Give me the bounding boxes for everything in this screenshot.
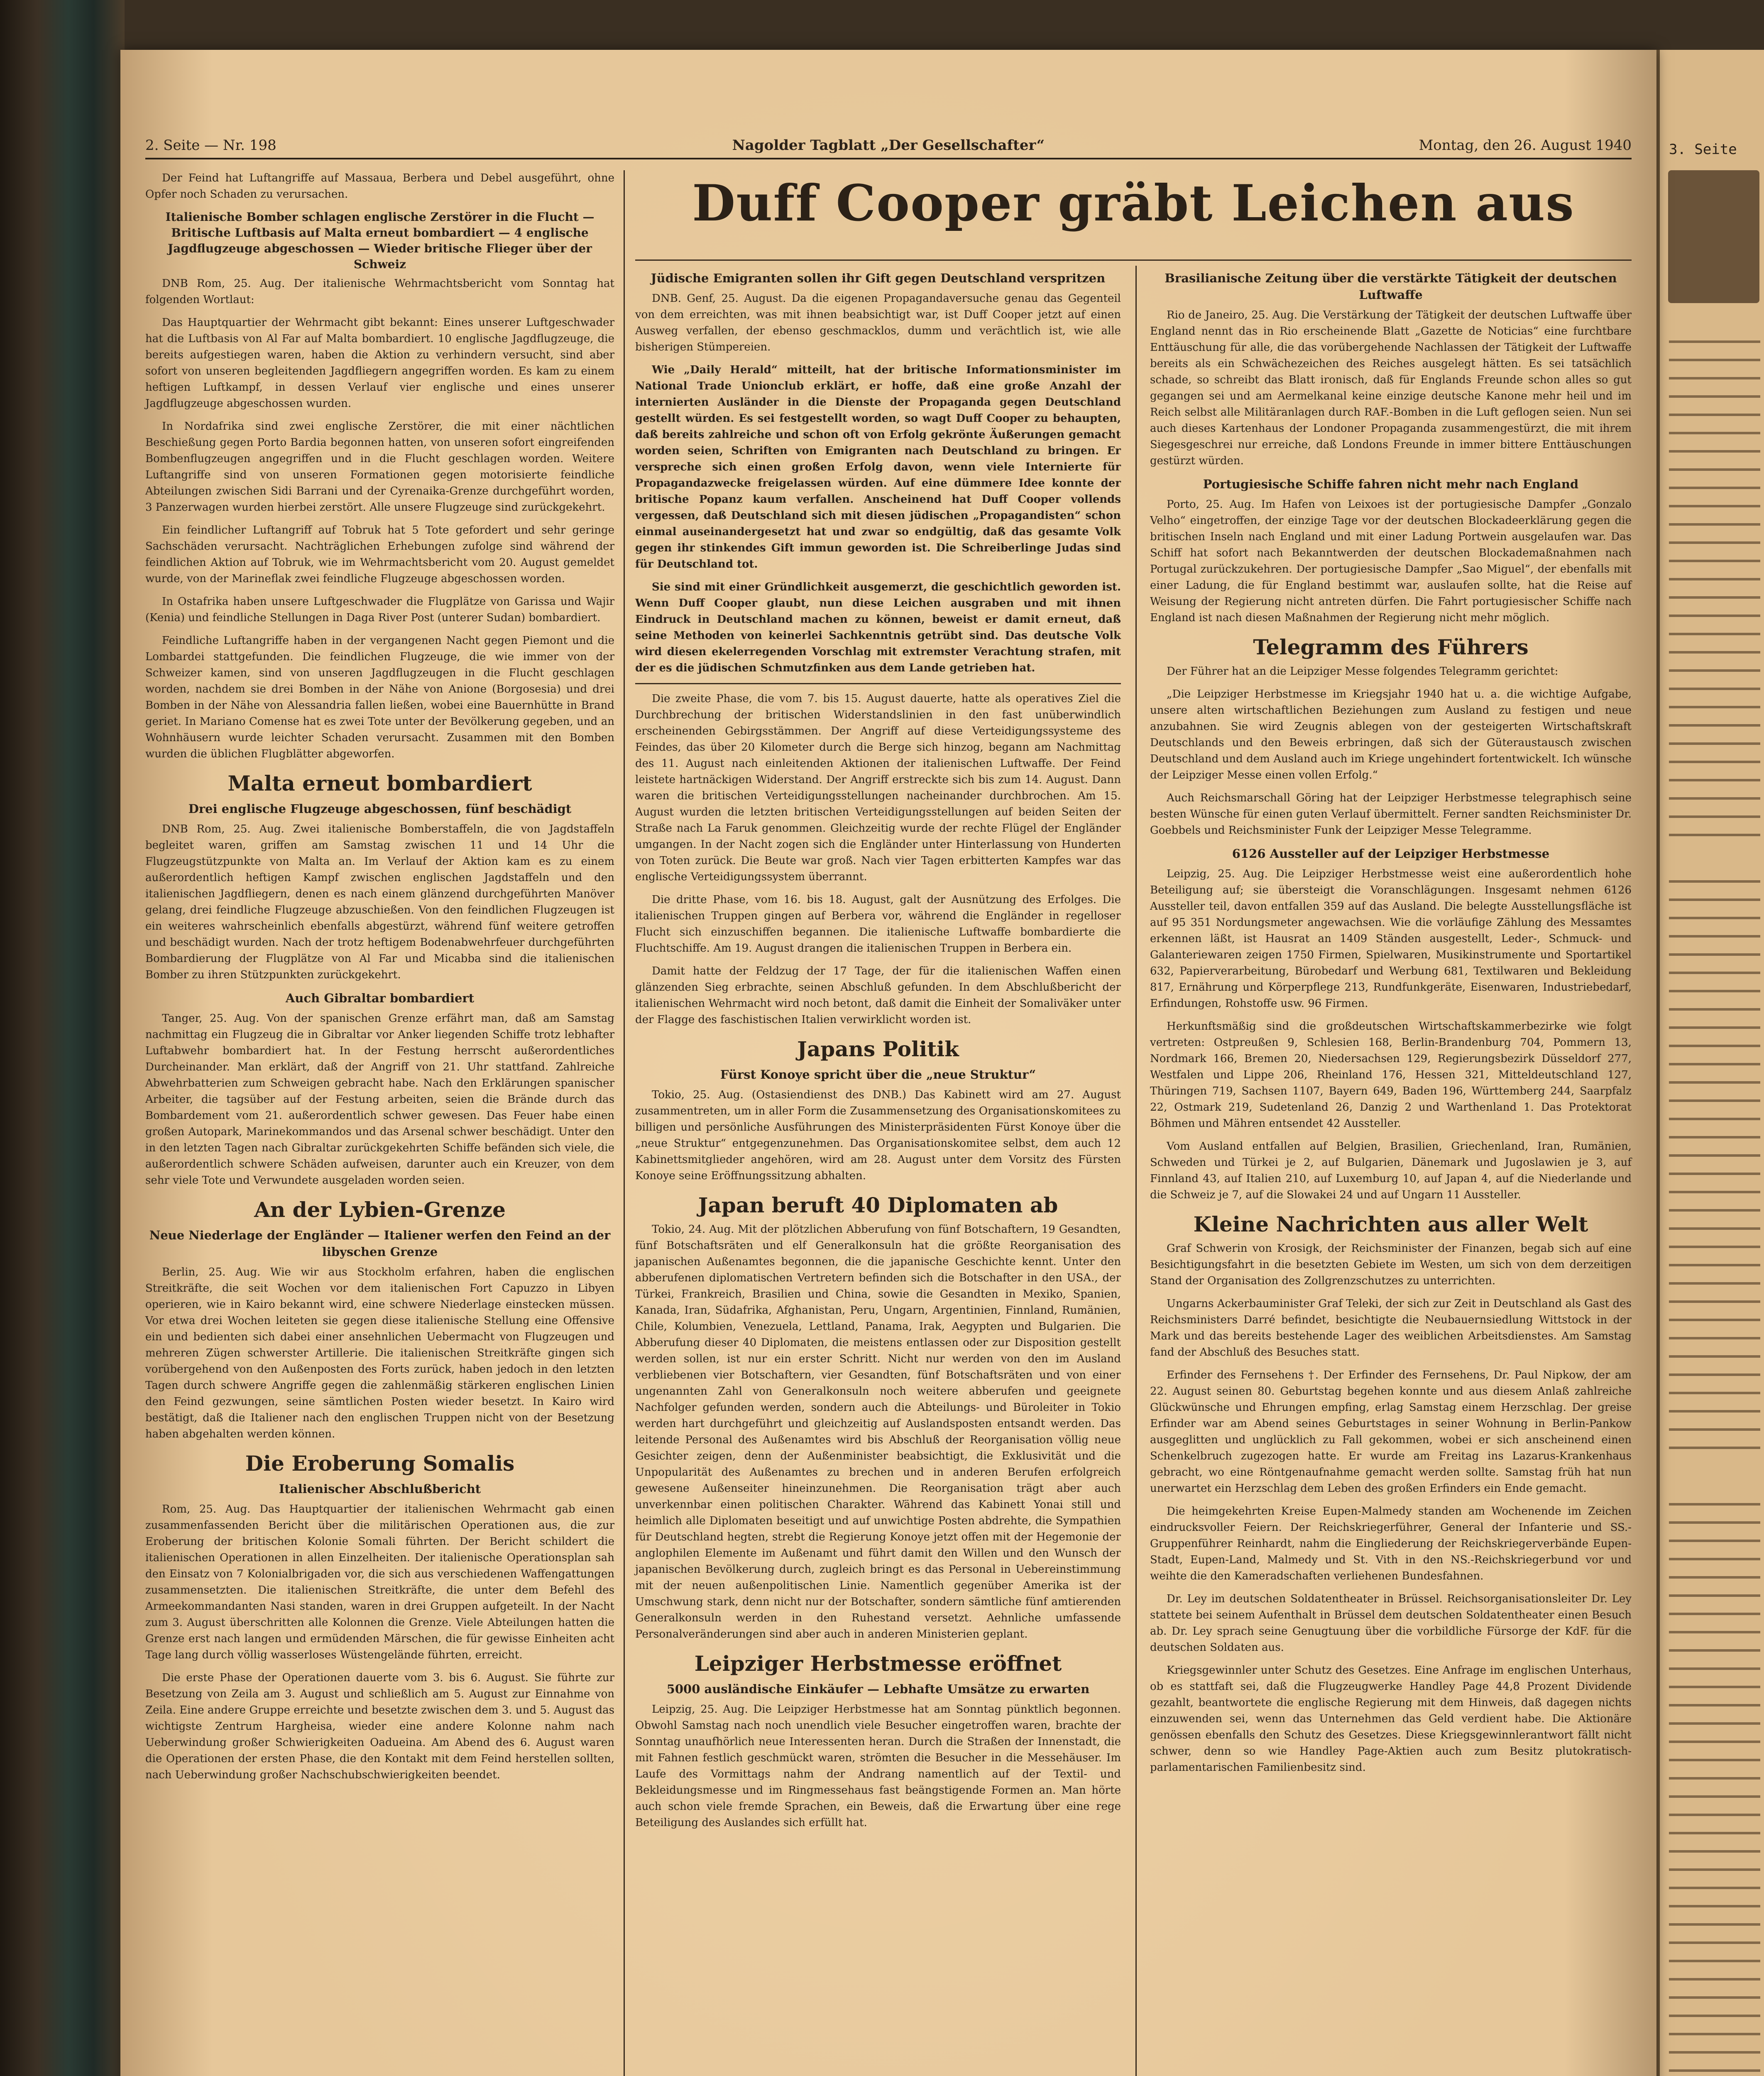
article-text: DNB Rom, 25. Aug. Zwei italienische Bomberstaffeln, die von Jagdstaffeln begleitet waren, griffen am Samstag zwischen 11 und 14 Uhr die Flugzeugstützpunkte von Malta an. Im Verlauf der Aktion kam es zu einem außerordentlich heftigen Kampf zwischen englischen Jagdstaffeln und den italienischen Jagdfliegern, denen es nach einem glänzend durchgeführten Manöver gelang, drei feindliche Flugzeuge abzuschießen. Von den feindlichen Flugzeugen ist ein weiteres wahrscheinlich ebenfalls abgestürzt, während fünf weitere getroffen und beschädigt wurden. Nach der trotz heftigem Bodenabwehrfeuer durchgeführten Bombardierung der Flugplätze von Al Far und Micabba sind die italienischen Bomber zu ihren Stützpunkten zurückgekehrt. xyxy=(145,823,614,981)
article-subheadline: Auch Gibraltar bombardiert xyxy=(285,991,475,1005)
adjacent-page-edge xyxy=(1656,50,1764,2076)
article-headline: Japans Politik xyxy=(797,1037,959,1061)
article-text: In Nordafrika sind zwei englische Zerstörer, die mit einer nächtlichen Beschießung gegen Porto Bardia begonnen hatten, von unseren sofort eingreifenden Bombenflugzeugen angegriffen und in die Flucht geschlagen worden. Weitere Luftangriffe sind von unseren Formationen gegen motorisierte feindliche Abteilungen zwischen Sidi Barrani und der Cyrenaika-Grenze durchgeführt worden, 3 Panzerwagen wurden hierbei zerstört. Alle unsere Flugzeuge sind zurückgekehrt. xyxy=(145,420,614,514)
article-text: Berlin, 25. Aug. Wie wir aus Stockholm erfahren, haben die englischen Streitkräfte, die seit Wochen vor dem italienischen Fort Capuzzo in Libyen operieren, wie in Kairo bekannt wird, eine schwere Niederlage einstecken müssen. Vor etwa drei Wochen leiteten sie gegen diese italienische Stellung eine Offensive ein und bedienten sich dabei einer ansehnlichen Uebermacht von Flugzeugen und mehreren Zügen schwerster Artillerie. Die italienischen Streitkräfte gingen sich vorübergehend von den Außenposten des Forts zurück, haben jedoch in den letzten Tagen durch schwere Angriffe gegen die zahlenmäßig stärkeren englischen Linien den Feind gezwungen, seine sämtlichen Posten wieder besetzt. In Kairo wird bestätigt, daß die Italiener nach den englischen Truppen nicht von der Besetzung haben abgehalten werden können. xyxy=(145,1266,614,1440)
article-headline: Telegramm des Führers xyxy=(1253,635,1529,659)
article-rule xyxy=(635,683,1121,684)
article-subheadline: Brasilianische Zeitung über die verstärkte Tätigkeit der deutschen Luftwaffe xyxy=(1165,271,1617,302)
article-headline: An der Lybien-Grenze xyxy=(254,1197,506,1222)
article-subheadline: Drei englische Flugzeuge abgeschossen, fünf beschädigt xyxy=(188,802,572,816)
article-text: Rio de Janeiro, 25. Aug. Die Verstärkung der Tätigkeit der deutschen Luftwaffe über England nennt das in Rio erscheinende Blatt „Gazette de Noticias“ eine furchtbare Enttäuschung für alle, die das vorübergehende Nachlassen der Tätigkeit der Luftwaffe bereits als ein Schwächezeichen des Reiches ausgelegt hätten. Es sei tatsächlich schade, so schreibt das Blatt ironisch, daß für Englands Freunde schon alles so gut gegangen sei und am Aermelkanal keine einzige deutsche Kanone mehr heil und im Reich selbst alle Militäranlagen durch RAF.-Bomben in die Luft geflogen seien. Nun sei auch dieses Kartenhaus der Londoner Propaganda zusammengestürzt, die mit ihrem Siegesgeschrei nur erreiche, daß Londons Freunde in immer bittere Enttäuschungen gestürzt würden. xyxy=(1150,309,1632,467)
article-text: DNB. Genf, 25. August. Da die eigenen Propagandaversuche genau das Gegenteil von dem erreichten, was mit ihnen beabsichtigt war, ist Duff Cooper jetzt auf einen Ausweg verfallen, der ebenso geschmacklos, dumm und verächtlich ist, wie alle bisherigen Stümpereien. xyxy=(635,292,1121,353)
adjacent-page-image xyxy=(1668,170,1759,303)
adjacent-page-text xyxy=(1669,880,1760,1462)
article-subheadline: 6126 Aussteller auf der Leipziger Herbstmesse xyxy=(1232,847,1550,861)
adjacent-page-text xyxy=(1669,1503,1760,2076)
article-headline: Japan beruft 40 Diplomaten ab xyxy=(698,1193,1058,1217)
right-column xyxy=(1150,266,1632,1782)
article-text: Kriegsgewinnler unter Schutz des Gesetzes. Eine Anfrage im englischen Unterhaus, ob es stattfaft sei, daß die Flugzeugwerke Handley Page 44,8 Prozent Dividende gezahlt, beantwortete die englische Regierung mit dem Hinweis, daß dagegen nichts einzuwenden sei, wenn das Unternehmen das Geld verdient habe. Die Aktionäre genössen ebenfalls den Schutz des Gesetzes. Diese Kriegsgewinnlerantwort fällt nicht schwer, denn so wie Handley Page-Aktien auch zum Besitz plutokratisch-parlamentarischen Familienbesitz sind. xyxy=(1150,1664,1632,1774)
article-headline: Leipziger Herbstmesse eröffnet xyxy=(694,1651,1062,1676)
page-header xyxy=(145,133,1632,159)
adjacent-page-header: 3. Seite xyxy=(1669,141,1737,158)
article-subheadline: Jüdische Emigranten sollen ihr Gift gegen Deutschland verspritzen xyxy=(651,271,1106,285)
middle-column xyxy=(635,266,1121,1838)
article-text: Herkunftsmäßig sind die großdeutschen Wirtschaftskammerbezirke wie folgt vertreten: Ostpreußen 9, Schlesien 168, Berlin-Brandenburg 704, Pommern 13, Nordmark 166, Bremen 20, Niedersachsen 129, Regierungsbezirk Düsseldorf 277, Westfalen und Lippe 206, Rheinland 176, Hessen 321, Mitteldeutschland 127, Thüringen 719, Sachsen 1107, Bayern 649, Baden 196, Württemberg 244, Saarpfalz 22, Ostmark 219, Sudetenland 26, Danzig 2 und Warthenland 1. Das Protektorat Böhmen und Mähren entsendet 42 Aussteller. xyxy=(1150,1020,1632,1130)
article-text: Ein feindlicher Luftangriff auf Tobruk hat 5 Tote gefordert und sehr geringe Sachschäden verursacht. Nachträglichen Erhebungen zufolge sind während der feindlichen Aktion auf Tobruk, wie im Wehrmachtsbericht vom 20. August gemeldet wurde, von der Marineflak zwei feindliche Flugzeuge abgeschossen worden. xyxy=(145,524,614,585)
article-text: Porto, 25. Aug. Im Hafen von Leixoes ist der portugiesische Dampfer „Gonzalo Velho“ eingetroffen, der einzige Tage vor der deutschen Blockadeerklärung gegen die britischen Inseln nach England und mit einer Ladung Portwein ausgelaufen war. Das Schiff hat sofort nach Bekanntwerden der deutschen Blockademaßnahmen nach Portugal zurückzukehren. Der portugiesische Dampfer „Sao Miguel“, der ebenfalls mit einer Ladung, die für England bestimmt war, auslaufen sollte, hat die Reise auf Weisung der Regierung nicht antreten dürfen. Die Fahrt portugiesischer Schiffe nach England ist nach diesen Maßnahmen der Regierung nicht mehr möglich. xyxy=(1150,498,1632,624)
article-text: Rom, 25. Aug. Das Hauptquartier der italienischen Wehrmacht gab einen zusammenfassenden Bericht über die militärischen Operationen aus, die zur Eroberung der britischen Kolonie Somali führten. Der Bericht schildert die italienischen Operationen in allen Einzelheiten. Der italienische Operationsplan sah den Einsatz von 7 Kolonialbrigaden vor, die sich aus verschiedenen Waffengattungen zusammensetzten. Die italienischen Streitkräfte, die unter dem Befehl des Armeekommandanten Nasi standen, waren in drei Gruppen aufgeteilt. In der Nacht zum 3. August überschritten alle Kolonnen die Grenze. Viele Abteilungen hatten die Grenze erst nach langen und ermüdenden Märschen, die für gewisse Einheiten acht Tage lang durch völlig wasserloses Wüstengelände führten, erreicht. xyxy=(145,1503,614,1661)
article-text: Feindliche Luftangriffe haben in der vergangenen Nacht gegen Piemont und die Lombardei stattgefunden. Die feindlichen Flugzeuge, die wie immer von der Schweizer kamen, sind von unseren Jagdflugzeugen in die Flucht geschlagen worden, nachdem sie drei Bomben in der Nähe von Anione (Borgosesia) und drei Bomben in der Nähe von Alessandria fallen ließen, wobei eine Bauernhütte in Brand geriet. In Mariano Comense hat es zwei Tote unter der Bevölkerung gegeben, und an Wohnhäusern wurde leichter Schaden verursacht. Zusammen mit den Bomben wurden die üblichen Flugblätter abgeworfen. xyxy=(145,634,614,760)
article-subheadline: Neue Niederlage der Engländer — Italiener werfen den Feind an der libyschen Grenze xyxy=(149,1228,611,1259)
article-text: Leipzig, 25. Aug. Die Leipziger Herbstmesse weist eine außerordentlich hohe Beteiligung auf; sie übersteigt die Voranschlägungen. Insgesamt nehmen 6126 Aussteller teil, davon entfallen 359 auf das Ausland. Die belegte Ausstellungsfläche ist auf 95 351 Nordungsmeter angewachsen. Wie die vorläufige Zählung des Messamtes erkennen läßt, ist Hausrat an 1409 Ständen ausgestellt, Leder-, Schmuck- und Galanteriewaren zeigen 1750 Firmen, Spielwaren, Musikinstrumente und Sportartikel 632, Papierverarbeitung, Bürobedarf und Werbung 681, Textilwaren und Bekleidung 817, Ernährung und Körperpflege 213, Rundfunkgeräte, Eisenwaren, Industriebedarf, Erfindungen, Rohstoffe usw. 96 Firmen. xyxy=(1150,868,1632,1010)
article-text: Die zweite Phase, die vom 7. bis 15. August dauerte, hatte als operatives Ziel die Durchbrechung der britischen Widerstandslinien in den fast unüberwindlich erscheinenden Gebirgsstämmen. Der Angriff auf diese Verteidigungssysteme des Feindes, das über 20 Kilometer durch die Berge sich hinzog, begann am Nachmittag des 11. August nach einleitenden Aktionen der italienischen Luftwaffe. Der Feind leistete hartnäckigen Widerstand. Der Angriff erstreckte sich bis zum 14. August. Dann waren die britischen Verteidigungsstellungen nacheinander durchbrochen. Am 15. August wurden die letzten britischen Verteidigungsstellungen auf beiden Seiten der Straße nach La Faruk genommen. Gleichzeitig wurde der rechte Flügel der Engländer umgangen. In der Nacht zogen sich die Engländer unter Hinterlassung von Hunderten von Toten zurück. Die Beute war groß. Nach vier Tagen erbitterten Kampfes war das englische Verteidigungssystem überrannt. xyxy=(635,693,1121,883)
article-headline: Kleine Nachrichten aus aller Welt xyxy=(1193,1212,1588,1236)
article-text: Graf Schwerin von Krosigk, der Reichsminister der Finanzen, begab sich auf eine Besichtigungsfahrt in die besetzten Gebiete im Westen, um sich von dem derzeitigen Stand der Organisation des Zollgrenzschutzes zu unterrichten. xyxy=(1150,1242,1632,1287)
issue-date: Montag, den 26. August 1940 xyxy=(1419,137,1632,154)
article-subheadline: Portugiesische Schiffe fahren nicht mehr nach England xyxy=(1203,477,1579,491)
article-text: Die erste Phase der Operationen dauerte vom 3. bis 6. August. Sie führte zur Besetzung von Zeila am 3. August und schließlich am 5. August zur Einnahme von Zeila. Eine andere Gruppe erreichte und besetzte zwischen dem 3. und 5. August das wichtigste Zentrum Hargheisa, wieder eine andere Kolonne nahm nach Ueberwindung großer Schwierigkeiten Oadueina. Am Abend des 6. August waren die Operationen der ersten Phase, die den Kontakt mit dem Feind herstellen sollten, nach Ueberwindung großer Nachschubschwierigkeiten beendet. xyxy=(145,1672,614,1781)
page-number: 2. Seite — Nr. 198 xyxy=(145,137,276,154)
article-text: Das Hauptquartier der Wehrmacht gibt bekannt: Eines unserer Luftgeschwader hat die Luftbasis von Al Far auf Malta bombardiert. 10 englische Jagdflugzeuge, die bereits aufgestiegen waren, haben die Aktion zu verhindern versucht, sind aber sofort von unseren begleitenden Jagdfliegern angegriffen worden. Es kam zu einem heftigen Luftkampf, in dessen Verlauf vier englische und eines unserer Jagdflugzeuge abgeschossen wurden. xyxy=(145,316,614,410)
article-headline: Italienische Bomber schlagen englische Zerstörer in die Flucht — Britische Luftbasis auf Malta erneut bombardiert — 4 englische Jagdflugzeuge abgeschossen — Wieder britische Flieger über der Schweiz xyxy=(165,210,595,271)
newspaper-page xyxy=(120,50,1656,2076)
article-text: Der Feind hat Luftangriffe auf Massaua, Berbera und Debel ausgeführt, ohne Opfer noch Schaden zu verursachen. xyxy=(145,172,614,201)
article-subheadline: Fürst Konoye spricht über die „neue Struktur“ xyxy=(720,1067,1036,1082)
article-text: „Die Leipziger Herbstmesse im Kriegsjahr 1940 hat u. a. die wichtige Aufgabe, unsere alten wirtschaftlichen Beziehungen zum Ausland zu festigen und neue anzubahnen. Sie wird Zeugnis ablegen von der gesteigerten Wirtschaftskraft Deutschlands und den Beweis erbringen, daß sich der Güteraustausch zwischen Deutschland und dem Ausland auch im Kriege ungehindert fortentwickelt. Ich wünsche der Leipziger Messe einen vollen Erfolg.“ xyxy=(1150,688,1632,781)
article-text: Tanger, 25. Aug. Von der spanischen Grenze erfährt man, daß am Samstag nachmittag ein Flugzeug die in Gibraltar vor Anker liegenden Schiffe trotz lebhafter Luftabwehr bombardiert hat. In der Festung herrscht außerordentliches Durcheinander. Man erklärt, daß der Angriff von 21. Uhr stattfand. Zahlreiche Abwehrbatterien zum Schweigen gebracht habe. Nach den Erklärungen spanischer Arbeiter, die tagsüber auf der Festung arbeiten, seien die Brände durch das Bombardement vom 21. außerordentlich schwer gewesen. Das Feuer habe einen großen Autopark, Marinekommandos und das Arsenal schwer beschädigt. Unter den in den letzten Tagen nach Gibraltar zurückgekehrten Schiffe befänden sich viele, die außerordentlich schwere Schäden aufweisen, darunter auch ein Kreuzer, von dem sehr viele Tote und Verwundete ausgeladen worden seien. xyxy=(145,1012,614,1187)
headline-rule xyxy=(635,260,1632,261)
newspaper-title: Nagolder Tagblatt „Der Gesellschafter“ xyxy=(732,137,1045,154)
main-headline: Duff Cooper gräbt Leichen aus xyxy=(692,174,1575,233)
article-text: Sie sind mit einer Gründlichkeit ausgemerzt, die geschichtlich geworden ist. Wenn Duff Cooper glaubt, nun diese Leichen ausgraben und mit ihnen Eindruck in Deutschland machen zu können, beweist er damit erneut, daß seine Methoden von keinerlei Sachkenntnis getrübt sind. Das deutsche Volk wird diesen ekelerregenden Vorschlag mit extremster Verachtung strafen, mit der es die jüdischen Schmutzfinken aus dem Lande getrieben hat. xyxy=(635,581,1121,674)
article-text: In Ostafrika haben unsere Luftgeschwader die Flugplätze von Garissa und Wajir (Kenia) und feindliche Stellungen in Daga River Post (unterer Sudan) bombardiert. xyxy=(145,595,614,624)
article-text: DNB Rom, 25. Aug. Der italienische Wehrmachtsbericht vom Sonntag hat folgenden Wortlaut: xyxy=(145,277,614,306)
column-rule xyxy=(624,170,625,2076)
adjacent-page-text xyxy=(1669,340,1760,839)
main-headline-block xyxy=(635,174,1632,257)
article-headline: Malta erneut bombardiert xyxy=(228,771,532,796)
article-text: Dr. Ley im deutschen Soldatentheater in Brüssel. Reichsorganisationsleiter Dr. Ley stattete bei seinem Aufenthalt in Brüssel dem deutschen Soldatentheater einen Besuch ab. Dr. Ley sprach seine Genugtuung über die vorbildliche Fürsorge der KdF. für die deutschen Soldaten aus. xyxy=(1150,1593,1632,1654)
article-subheadline: 5000 ausländische Einkäufer — Lebhafte Umsätze zu erwarten xyxy=(666,1682,1090,1696)
article-text: Der Führer hat an die Leipziger Messe folgendes Telegramm gerichtet: xyxy=(1167,665,1558,678)
article-text: Die dritte Phase, vom 16. bis 18. August, galt der Ausnützung des Erfolges. Die italienischen Truppen gingen auf Berbera vor, während die Engländer in regelloser Flucht sich einzuschiffen begannen. Die italienische Luftwaffe bombardierte die Fluchtschiffe. Am 19. August drangen die italienischen Truppen in Berbera ein. xyxy=(635,894,1121,955)
article-text: Leipzig, 25. Aug. Die Leipziger Herbstmesse hat am Sonntag pünktlich begonnen. Obwohl Samstag nach noch unendlich viele Besucher eingetroffen waren, brachte der Sonntag unaufhörlich neue Interessenten heran. Durch die Straßen der Innenstadt, die mit Fahnen festlich geschmückt waren, strömten die Besucher in die Messehäuser. Im Laufe des Vormittags nahm der Andrang namentlich auf der Textil- und Bekleidungsmesse und im Ringmessehaus fast beängstigende Formen an. Man hörte auch schon viele fremde Sprachen, ein Beweis, daß die Erwartung über eine rege Beteiligung des Auslandes sich erfüllt hat. xyxy=(635,1703,1121,1829)
article-text: Tokio, 24. Aug. Mit der plötzlichen Abberufung von fünf Botschaftern, 19 Gesandten, fünf Botschaftsräten und elf Generalkonsuln hat die größte Reorganisation des japanischen Außenamtes begonnen, die die japanische Geschichte kennt. Unter den abberufenen diplomatischen Vertretern befinden sich die Botschafter in den USA., der Türkei, Frankreich, Brasilien und China, sowie die Gesandten in Mexiko, Spanien, Kanada, Iran, Südafrika, Afghanistan, Peru, Ungarn, Argentinien, Finnland, Rumänien, Chile, Kolumbien, Venezuela, Lettland, Panama, Irak, Aegypten und Bulgarien. Die Abberufung dieser 40 Diplomaten, die meistens entlassen oder zur Disposition gestellt werden sollen, ist nur ein erster Schritt. Nicht nur werden von den im Ausland verbliebenen vier Botschaftern, vier Gesandten, fünf Botschaftsräten und von einer ungenannten Zahl von Generalkonsuln noch weitere abberufen und geeignete Nachfolger gefunden werden, sondern auch die Abteilungs- und Büroleiter in Tokio werden hart durchgeführt und gleichzeitig auf Auslandsposten entsandt werden. Das leitende Personal des Außenamtes wird bis Abschluß der Reorganisation völlig neue Gesichter zeigen, denn der Außenminister beabsichtigt, die Exklusivität und die Unpopularität des Außenamtes zu brechen und in anderen Berufen erfolgreich gewesene Außenseiter hineinzunehmen. Die Reorganisation trägt aber auch unverkennbar einen politischen Charakter. Während das Kabinett Yonai still und heimlich alle Diplomaten beseitigt und auf unwichtige Posten abdrehte, die Sympathien für Deutschland hegten, strebt die Regierung Konoye jetzt offen mit der Hegemonie der anglophilen Elemente im Außenamt und führt damit den Willen und den Wunsch der japanischen Bevölkerung durch, zugleich bringt es das Personal in Uebereinstimmung mit der neuen außenpolitischen Linie. Namentlich gegenüber Amerika ist der Umschwung stark, denn nicht nur der Botschafter, sondern sämtliche fünf amtierenden Generalkonsuln werden in den Ruhestand versetzt. Aehnliche umfassende Personalveränderungen sind aber auch in anderen Ministerien geplant. xyxy=(635,1223,1121,1640)
article-text: Vom Ausland entfallen auf Belgien, Brasilien, Griechenland, Iran, Rumänien, Schweden und Türkei je 2, auf Bulgarien, Dänemark und Jugoslawien je 3, auf Finnland 43, auf Italien 210, auf Luxemburg 10, auf Japan 4, auf die Niederlande und die Schweiz je 7, auf die Slowakei 24 und auf Ungarn 11 Aussteller. xyxy=(1150,1140,1632,1201)
book-binding xyxy=(0,0,125,2076)
column-rule xyxy=(1135,266,1137,2076)
article-text: Damit hatte der Feldzug der 17 Tage, der für die italienischen Waffen einen glänzenden Sieg erbrachte, seinen Abschluß gefunden. In dem Abschlußbericht der italienischen Wehrmacht wird noch betont, daß damit die Einheit der Somaliväker unter der Flagge des faschistischen Italien verwirklicht worden ist. xyxy=(635,965,1121,1026)
article-text: Erfinder des Fernsehens †. Der Erfinder des Fernsehens, Dr. Paul Nipkow, der am 22. August seinen 80. Geburtstag begehen konnte und aus diesem Anlaß zahlreiche Glückwünsche und Ehrungen empfing, erlag Samstag einem Herzschlag. Der greise Erfinder war am Abend seines Geburtstages in seiner Wohnung in Berlin-Pankow ausgeglitten und unglücklich zu Fall gekommen, wobei er sich anscheinend einen Schenkelbruch zugezogen hatte. Er wurde am Freitag ins Lazarus-Krankenhaus gebracht, wo eine Röntgenaufnahme gemacht werden sollte. Samstag früh hat nun unerwartet ein Herzschlag dem Leben des großen Erfinders ein Ende gemacht. xyxy=(1150,1369,1632,1495)
article-subheadline: Italienischer Abschlußbericht xyxy=(279,1482,481,1496)
article-text: Die heimgekehrten Kreise Eupen-Malmedy standen am Wochenende im Zeichen eindrucksvoller Feiern. Der Reichskriegerführer, General der Infanterie und SS.-Gruppenführer Reinhardt, nahm die Eingliederung der Reichskriegerverbände Eupen-Stadt, Eupen-Land, Malmedy und St. Vith in den NS.-Reichskriegerbund vor und weihte die den Kameradschaften verliehenen Bundesfahnen. xyxy=(1150,1505,1632,1582)
left-column xyxy=(145,170,614,1790)
article-headline: Die Eroberung Somalis xyxy=(245,1451,515,1476)
article-text: Tokio, 25. Aug. (Ostasiendienst des DNB.) Das Kabinett wird am 27. August zusammentreten, um in aller Form die Zusammensetzung des Organisationskomitees zu billigen und persönliche Ausführungen des Ministerpräsidenten Fürst Konoye über die „neue Struktur“ entgegenzunehmen. Das Organisationskomitee selbst, dem auch 12 Kabinettsmitglieder angehören, wird am 28. August unter dem Vorsitz des Fürsten Konoye seine Eröffnungssitzung abhalten. xyxy=(635,1089,1121,1182)
article-text: Wie „Daily Herald“ mitteilt, hat der britische Informationsminister im National Trade Unionclub erklärt, er hoffe, daß eine große Anzahl der internierten Ausländer in die Dienste der Propaganda gegen Deutschland gestellt würden. Es sei festgestellt worden, so wagt Duff Cooper zu behaupten, daß bereits zahlreiche und schon oft von Erfolg gekrönte Äußerungen gemacht worden seien, Schriften von Emigranten nach Deutschland zu bringen. Er verspreche sich einen großen Erfolg davon, wenn viele Internierte für Propagandazwecke freigelassen würden. Auf eine dümmere Idee konnte der britische Popanz kaum verfallen. Anscheinend hat Duff Cooper vollends vergessen, daß Deutschland sich mit diesen jüdischen „Propagandisten“ schon einmal auseinandergesetzt hat und zwar so endgültig, daß das gesamte Volk gegen ihr stinkendes Gift immun geworden ist. Die Schreiberlinge Judas sind für Deutschland tot. xyxy=(635,364,1121,570)
article-text: Auch Reichsmarschall Göring hat der Leipziger Herbstmesse telegraphisch seine besten Wünsche für einen guten Verlauf übermittelt. Ferner sandten Reichsminister Dr. Goebbels und Reichsminister Funk der Leipziger Messe Telegramme. xyxy=(1150,792,1632,837)
article-text: Ungarns Ackerbauminister Graf Teleki, der sich zur Zeit in Deutschland als Gast des Reichsministers Darré befindet, besichtigte die Neubauernsiedlung Wittstock in der Mark und das bereits bestehende Lager des weiblichen Arbeitsdienstes. Am Samstag fand der Abschluß des Besuches statt. xyxy=(1150,1298,1632,1359)
